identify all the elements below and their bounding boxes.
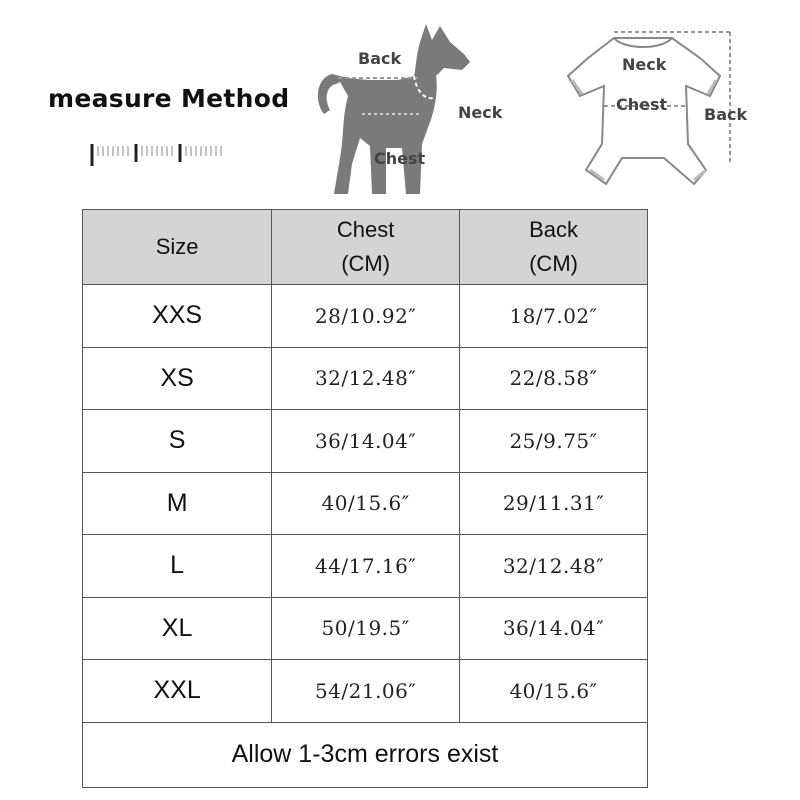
- back-header-line2: (CM): [529, 251, 578, 276]
- size-cell: XL: [83, 597, 272, 660]
- size-cell: L: [83, 535, 272, 598]
- back-cell: 18/7.02″: [460, 285, 648, 348]
- chest-cell: 40/15.6″: [272, 472, 460, 535]
- chest-cell: 54/21.06″: [272, 660, 460, 723]
- back-cell: 29/11.31″: [460, 472, 648, 535]
- size-cell: XXL: [83, 660, 272, 723]
- table-row: [83, 660, 648, 723]
- back-cell: 40/15.6″: [460, 660, 648, 723]
- chest-header-line2: (CM): [341, 251, 391, 276]
- size-cell: XS: [83, 347, 272, 410]
- back-cell: 25/9.75″: [460, 410, 648, 473]
- size-cell: XXS: [83, 285, 272, 348]
- table-row: [83, 597, 648, 660]
- garment-neck-label: Neck: [622, 55, 667, 74]
- garment-back-label: Back: [704, 105, 748, 124]
- chest-cell: 36/14.04″: [272, 410, 460, 473]
- chest-cell: 50/19.5″: [272, 597, 460, 660]
- size-column-header: Size: [83, 210, 272, 285]
- back-header-line1: Back: [529, 217, 578, 242]
- chest-cell: 28/10.92″: [272, 285, 460, 348]
- size-cell: M: [83, 472, 272, 535]
- table-row: [83, 347, 648, 410]
- chest-column-header: [272, 210, 460, 285]
- table-row: [83, 410, 648, 473]
- back-cell: 36/14.04″: [460, 597, 648, 660]
- table-row: [83, 285, 648, 348]
- ruler-icon: [90, 140, 226, 168]
- garment-measure-diagram: [560, 24, 760, 204]
- size-cell: S: [83, 410, 272, 473]
- dog-neck-label: Neck: [458, 103, 503, 122]
- garment-chest-label: Chest: [616, 95, 668, 114]
- table-row: [83, 535, 648, 598]
- dog-chest-label: Chest: [374, 149, 426, 168]
- table-note-row: [83, 722, 648, 787]
- measure-method-title: measure Method: [48, 84, 290, 113]
- back-column-header: [460, 210, 648, 285]
- chest-header-line1: Chest: [336, 217, 395, 242]
- dog-measure-diagram: [312, 18, 522, 198]
- tolerance-note: Allow 1-3cm errors exist: [83, 722, 648, 787]
- size-chart-table: [82, 209, 648, 788]
- back-cell: 32/12.48″: [460, 535, 648, 598]
- back-cell: 22/8.58″: [460, 347, 648, 410]
- table-header-row: [83, 210, 648, 285]
- table-row: [83, 472, 648, 535]
- chest-cell: 44/17.16″: [272, 535, 460, 598]
- chest-cell: 32/12.48″: [272, 347, 460, 410]
- dog-back-label: Back: [358, 49, 402, 68]
